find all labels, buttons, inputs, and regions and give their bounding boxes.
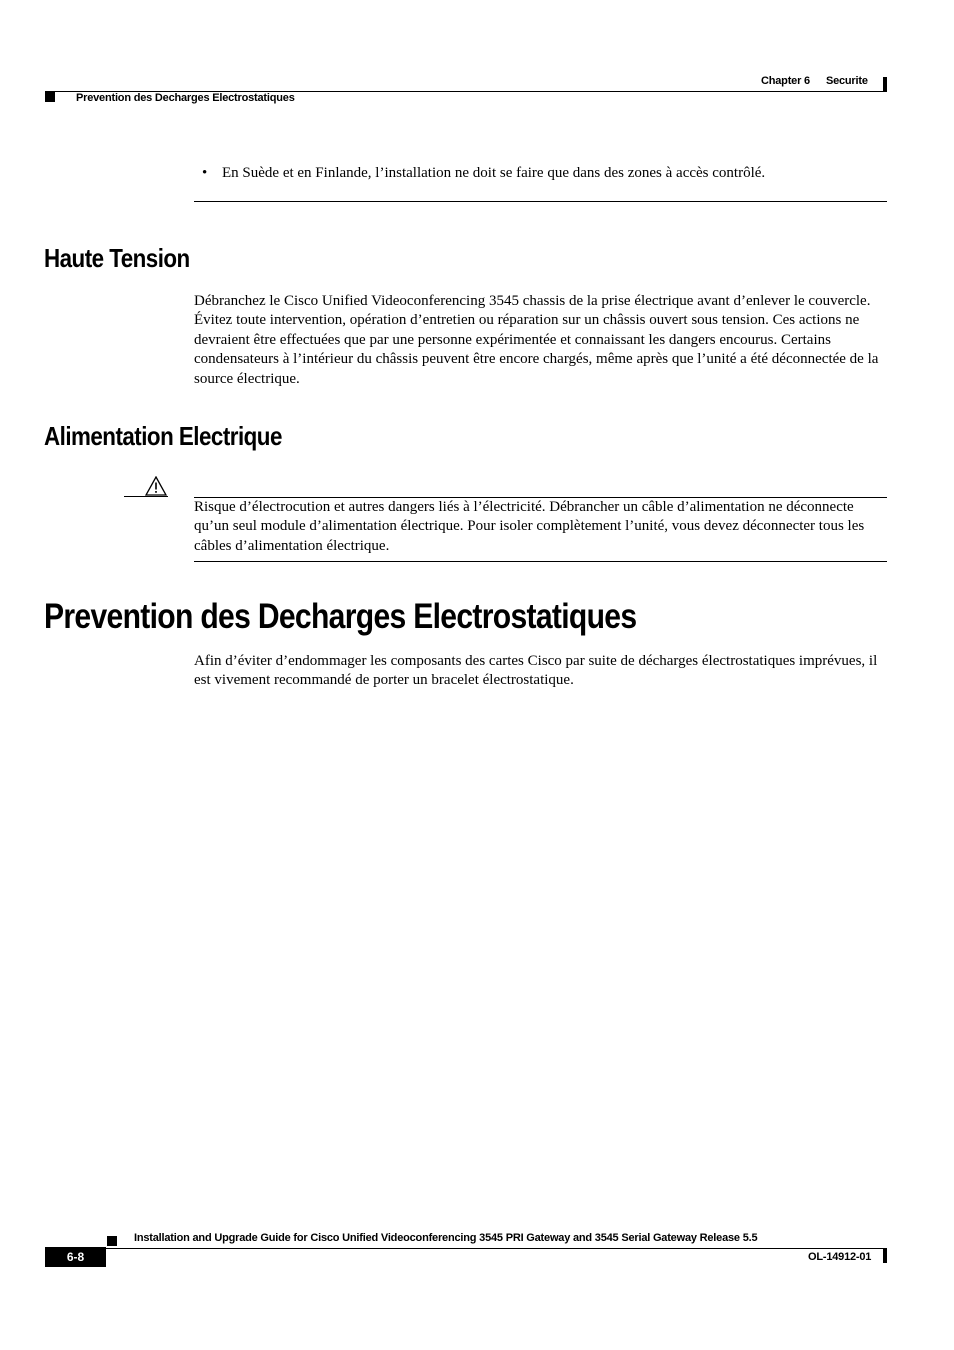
paragraph-prevention: Afin d’éviter d’endommager les composants des cartes Cisco par suite de décharges électrostatiques imprévues, il est vivement recommandé de porter un bracelet électrostatique. xyxy=(194,653,878,689)
warning-rule-bottom xyxy=(194,561,887,562)
footer-guide-title: Installation and Upgrade Guide for Cisco Unified Videoconferencing 3545 PRI Gateway and 3545 Serial Gateway Release 5.5 xyxy=(134,1232,758,1244)
bullet-text: En Suède et en Finlande, l’installation ne doit se faire que dans des zones à accès contrôlé. xyxy=(222,165,766,181)
footer-doc-id: OL-14912-01 xyxy=(808,1251,872,1263)
chapter-label: Chapter 6 xyxy=(761,75,810,87)
footer-rule xyxy=(45,1248,887,1249)
running-header-section: Prevention des Decharges Electrostatiques xyxy=(76,92,295,104)
running-header-chapter xyxy=(761,75,868,87)
heading-prevention: Prevention des Decharges Electrostatiques xyxy=(44,597,637,636)
header-block-mark xyxy=(45,92,55,102)
chapter-title: Securite xyxy=(825,75,868,87)
heading-alimentation-electrique: Alimentation Electrique xyxy=(44,421,282,451)
warning-triangle-icon xyxy=(145,476,167,496)
footer-tick-mark xyxy=(883,1249,887,1263)
paragraph-haute-tension: Débranchez le Cisco Unified Videoconferencing 3545 chassis de la prise électrique avant d’enlever le couvercle. Évitez toute intervention, opération d’entretien ou réparation sur un châssis ouvert sous tension. Ces actions ne devraient être effectuées que par une personne expérimentée et connaissant les dangers encourus. Certains condensateurs à l’intérieur du châssis peuvent être encore chargés, même après que l’unité a été déconnectée de la source électrique. xyxy=(194,293,879,387)
warning-text: Risque d’électrocution et autres dangers liés à l’électricité. Débrancher un câble d’alimentation ne déconnecte qu’un seul module d’alimentation électrique. Pour isoler complètement l’unité, vous devez déconnecter tous les câbles d’alimentation électrique. xyxy=(194,499,865,554)
section-divider xyxy=(194,201,887,202)
footer-block-mark xyxy=(107,1236,117,1246)
warning-icon-underline xyxy=(124,496,168,497)
header-tick-mark xyxy=(883,77,887,91)
page-number: 6-8 xyxy=(66,1250,85,1264)
bullet-marker: • xyxy=(202,165,208,181)
bullet-item xyxy=(202,165,765,182)
heading-haute-tension: Haute Tension xyxy=(44,243,190,273)
